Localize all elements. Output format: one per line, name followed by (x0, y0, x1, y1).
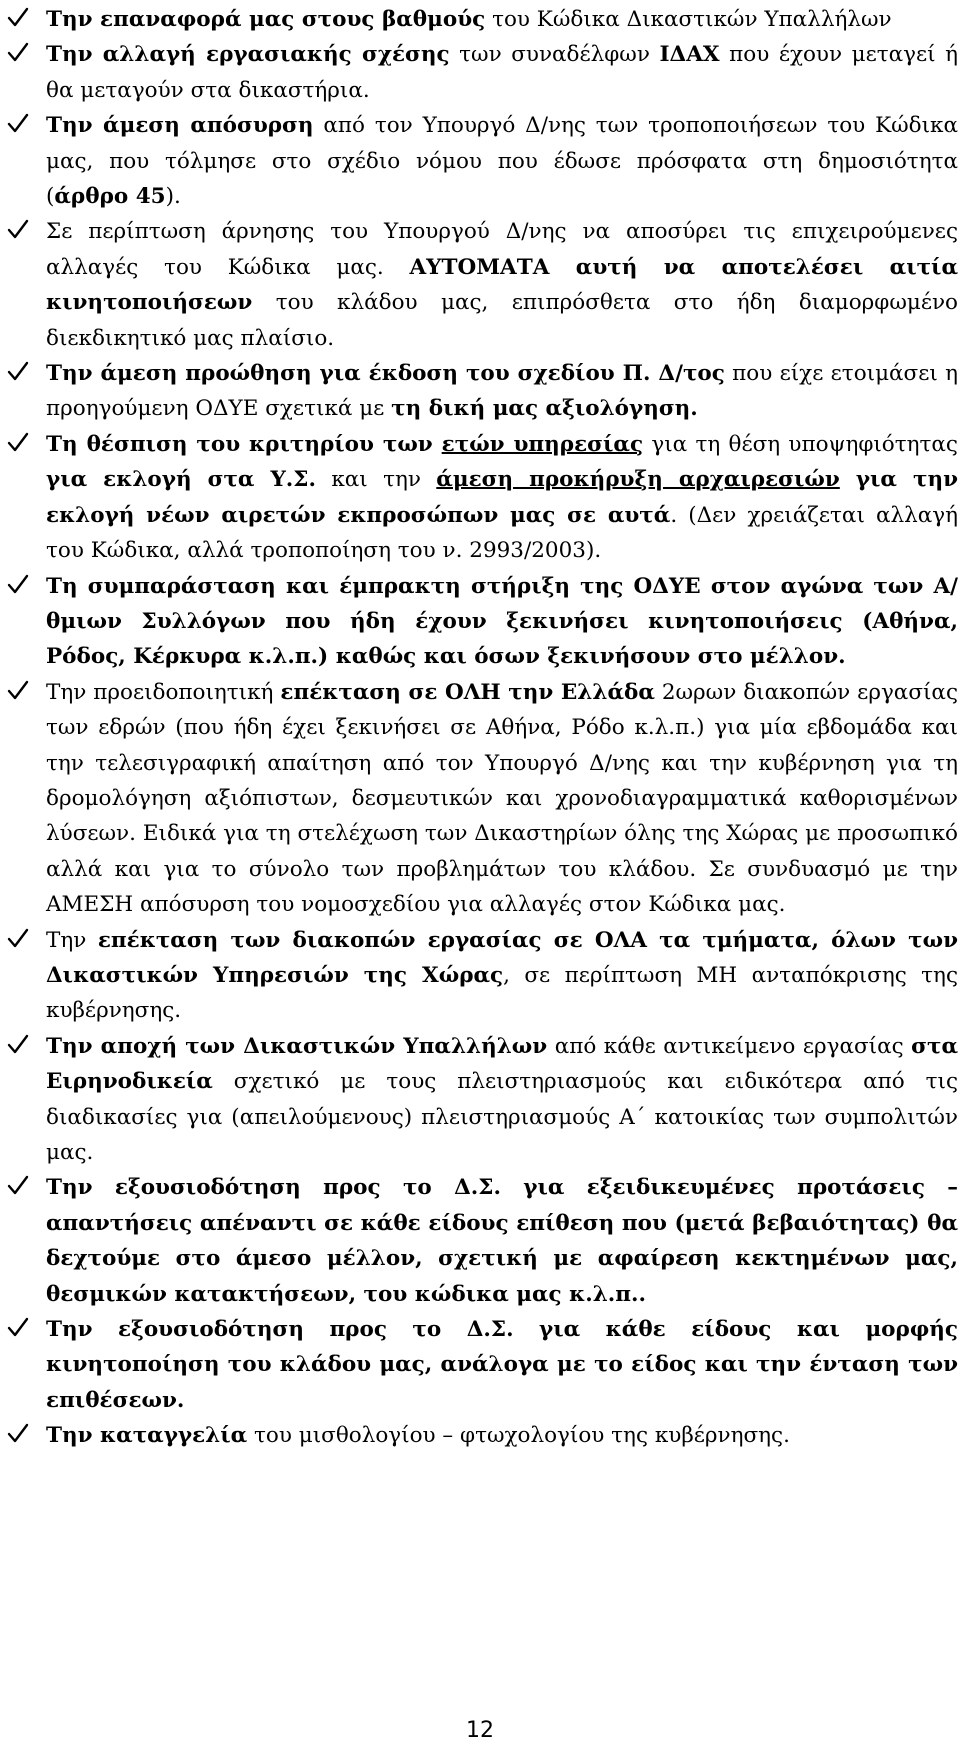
checkmark-icon (6, 1418, 36, 1453)
checkmark-icon (6, 356, 36, 391)
list-item (6, 108, 958, 214)
list-item (6, 214, 958, 356)
item-text: για την εκλογή νέων αιρετών εκπροσώπων μας σε αυτά (46, 467, 958, 528)
list-item (6, 37, 958, 108)
item-text: 2ωρων διακοπών εργασίας των εδρών (που ήδη έχει ξεκινήσει σε Αθήνα, Ρόδο κ.λ.π.) για μία εβδομάδα και την τελεσιγραφική απαίτηση από τον Υπουργό Δ/νης και την κυβέρνηση για τη δρομολόγηση αξιόπιστων, δεσμευτικών και χρονοδιαγραμματικά καθορισμένων λύσεων. Ειδικά για τη στελέχωση των Δικαστηρίων όλης της Χώρας με προσωπικό αλλά και για το σύνολο των προβλημάτων του κλάδου. Σε συνδυασμό με την ΑΜΕΣΗ απόσυρση του νομοσχεδίου για αλλαγές στον Κώδικα μας. (46, 679, 958, 918)
list-item (6, 675, 958, 923)
checkmark-icon (6, 2, 36, 37)
item-text: Την (46, 927, 98, 953)
list-item (6, 427, 958, 569)
demands-list (6, 2, 958, 1454)
list-item (6, 356, 958, 427)
item-text: Την εξουσιοδότηση προς το Δ.Σ. για εξειδικευμένες προτάσεις – απαντήσεις απέναντι σε κάθε είδους επίθεση που (μετά βεβαιότητας) θα δεχτούμε στο άμεσο μέλλον, σχετική με αφαίρεση κεκτημένων μας, θεσμικών κατακτήσεων, του κώδικα μας κ.λ.π.. (46, 1175, 958, 1307)
list-item (6, 1029, 958, 1171)
item-text: Την εξουσιοδότηση προς το Δ.Σ. για κάθε είδους και μορφής κινητοποίηση του κλάδου μας, ανάλογα με το είδος και την ένταση των επιθέσεων. (46, 1317, 958, 1413)
item-text: για εκλογή στα Υ.Σ. (46, 467, 316, 493)
item-text: άμεση προκήρυξη αρχαιρεσιών (436, 467, 840, 493)
item-text: Την καταγγελία (46, 1423, 248, 1449)
list-item (6, 1312, 958, 1418)
item-text: και την (315, 467, 437, 493)
checkmark-icon (6, 923, 36, 958)
item-text: Την άμεση προώθηση για έκδοση του σχεδίου Π. Δ/τος (46, 361, 725, 387)
item-text: του Κώδικα Δικαστικών Υπαλλήλων (485, 7, 892, 32)
checkmark-icon (6, 108, 36, 143)
item-text: του μισθολογίου – φτωχολογίου της κυβέρνησης. (247, 1423, 790, 1449)
item-text: των συναδέλφων (449, 42, 660, 68)
item-text: άρθρο 45 (54, 184, 166, 210)
item-text: ετών υπηρεσίας (441, 431, 644, 457)
checkmark-icon (6, 1312, 36, 1347)
item-text: που έχουν μεταγεί ή θα μεταγούν στα δικαστήρια. (46, 42, 959, 103)
list-item (6, 2, 958, 37)
item-text: ). (165, 184, 181, 210)
page-number: 12 (466, 1718, 494, 1743)
checkmark-icon (6, 1170, 36, 1205)
item-text: που είχε ετοιμάσει η προηγούμενη ΟΔΥΕ σχετικά με (46, 361, 958, 422)
item-text: Την αποχή των Δικαστικών Υπαλλήλων (46, 1033, 548, 1059)
item-text: . (Δεν χρειάζεται αλλαγή του Κώδικα, αλλά τροποποίηση του ν. 2993/2003). (46, 502, 959, 564)
item-text: Την προειδοποιητική (46, 679, 281, 705)
item-text: Τη συμπαράσταση και έμπρακτη στήριξη της ΟΔΥΕ στον αγώνα των Α/θμιων Συλλόγων που ήδη έχουν ξεκινήσει κινητοποιήσεις (Αθήνα, Ρόδος, Κέρκυρα κ.λ.π.) καθώς και όσων ξεκινήσουν στο μέλλον. (46, 573, 958, 670)
item-text: στα Ειρηνοδικεία (46, 1033, 958, 1095)
item-text: Την άμεση απόσυρση (46, 113, 314, 139)
item-text: Την επαναφορά μας στους βαθμούς (46, 7, 486, 32)
checkmark-icon (6, 1029, 36, 1064)
list-item (6, 923, 958, 1029)
item-text: Σε περίπτωση άρνησης του Υπουργού Δ/νης να αποσύρει τις επιχειρούμενες αλλαγές του Κώδικα μας. (46, 219, 958, 280)
item-text: Την αλλαγή εργασιακής σχέσης (46, 42, 450, 68)
item-text: ΑΥΤΟΜΑΤΑ αυτή να αποτελέσει αιτία κινητοποιήσεων (46, 254, 959, 316)
item-text: τη δική μας αξιολόγηση. (391, 396, 698, 422)
list-item (6, 569, 958, 675)
item-text: σχετικό με τους πλειστηριασμούς και ειδικότερα από τις διαδικασίες για (απειλούμενους) πλειστηριασμούς Α΄ κατοικίας των συμπολιτών μας. (46, 1069, 958, 1165)
item-text: από κάθε αντικείμενο εργασίας (547, 1033, 912, 1059)
list-item (6, 1418, 958, 1453)
item-text: επέκταση σε ΟΛΗ την Ελλάδα (280, 679, 655, 705)
checkmark-icon (6, 569, 36, 604)
item-text: επέκταση των διακοπών εργασίας σε ΟΛΑ τα τμήματα, όλων των Δικαστικών Υπηρεσιών της Χώρας (46, 927, 958, 988)
item-text: Τη θέσπιση του κριτηρίου των (46, 431, 442, 457)
checkmark-icon (6, 214, 36, 249)
item-text: ΙΔΑΧ (659, 42, 720, 68)
item-text: από τον Υπουργό Δ/νης των τροποποιήσεων του Κώδικα μας, που τόλμησε στο σχέδιο νόμου που έδωσε πρόσφατα στη δημοσιότητα ( (46, 113, 958, 210)
item-text: , σε περίπτωση ΜΗ ανταπόκρισης της κυβέρνησης. (46, 962, 958, 1024)
item-text: του κλάδου μας, επιπρόσθετα στο ήδη διαμορφωμένο διεκδικητικό μας πλαίσιο. (46, 290, 958, 351)
item-text: για τη θέση υποψηφιότητας (643, 431, 958, 457)
list-item (6, 1170, 958, 1312)
checkmark-icon (6, 37, 36, 72)
checkmark-icon (6, 427, 36, 462)
checkmark-icon (6, 675, 36, 710)
